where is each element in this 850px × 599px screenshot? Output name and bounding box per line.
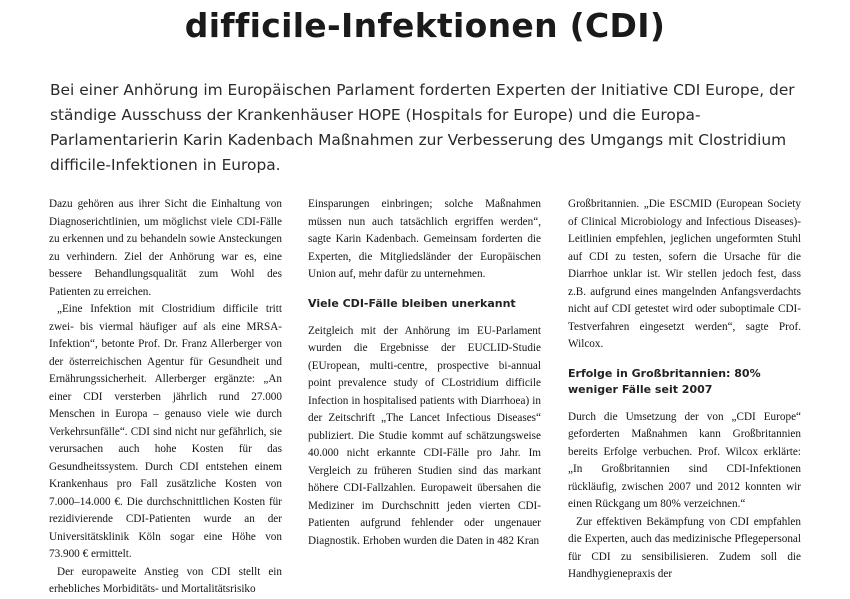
column-1: [49, 196, 282, 599]
column-3: [568, 196, 801, 584]
article-lead: Bei einer Anhörung im Europäischen Parlament forderten Experten der Initiative CDI Europe, der ständige Ausschuss der Krankenhäuser HOPE (Hospitals for Europe) und die Europa-Parlamentarierin Karin Kadenbach Maßnahmen zur Verbesserung des Umgangs mit Clostridium difficile-Infektionen in Europa.: [50, 81, 795, 174]
col1-paragraph-2: „Eine Infektion mit Clostridium difficile tritt zwei- bis viermal häufiger auf als eine MRSA-Infektion“, betonte Prof. Dr. Franz Allerberger von der österreichischen Agentur für Gesundheit und Ernährungssicherheit. Allerberger ergänzte: „An einer CDI versterben jährlich rund 27.000 Menschen in Europa – genauso viele wie durch Verkehrsunfälle“. CDI sind nicht nur gefährlich, sie verursachen auch hohe Kosten für das Gesundheitssystem. Durch CDI entstehen einem Krankenhaus pro Fall zusätzliche Kosten von 7.000–14.000 €. Die durchschnittlichen Kosten für rezidivierende CDI-Patienten wurde an der Universitätsklinik Köln sogar eine Höhe von 73.900 € ermittelt.: [49, 303, 282, 560]
col2-subheading: Viele CDI-Fälle bleiben unerkannt: [308, 296, 516, 310]
col2-paragraph-2: Zeitgleich mit der Anhörung im EU-Parlament wurden die Ergebnisse der EUCLID-Studie (EUropean, multi-centre, prospective bi-annual point prevalence study of CLostridium difficile Infection in hospitalised patients with Diarrhoea) in der Zeitschrift „The Lancet Infectious Diseases“ publiziert. Die Studie kommt auf schätzungsweise 40.000 nicht erkannte CDI-Fälle pro Jahr. Im Vergleich zu früheren Studien sind das markant höhere CDI-Fallzahlen. Europaweit übersahen die Mediziner im Durchschnitt jeden vierten CDI-Patienten aufgrund fehlender oder ungenauer Diagnostik. Erhoben wurden die Daten in 482 Kran: [308, 324, 541, 547]
article-title: difficile-Infektionen (CDI): [184, 6, 666, 45]
col2-paragraph-1: Einsparungen einbringen; solche Maßnahmen müssen nun auch tatsächlich ergriffen werden“, sagte Karin Kadenbach. Gemeinsam forderten die Experten, die Mitgliedsländer der Europäischen Union auf, mehr dafür zu unternehmen.: [308, 198, 541, 280]
col3-paragraph-2: Durch die Umsetzung der von „CDI Europe“ geforderten Maßnahmen kann Großbritannien bereits Erfolge verbuchen. Prof. Wilcox erklärte: „In Großbritannien sind CDI-Infektionen rückläufig, zwischen 2007 und 2012 konnten wir einen Rückgang um 80% verzeichnen.“: [568, 410, 801, 510]
column-2: [308, 196, 541, 550]
col3-paragraph-3: Zur effektiven Bekämpfung von CDI empfahlen die Experten, auch das medizinische Pflegepersonal für CDI zu sensibilisieren. Zudem soll die Handhygienepraxis der: [568, 515, 801, 580]
col3-paragraph-1: Großbritannien. „Die ESCMID (European Society of Clinical Microbiology and Infectious Diseases)-Leitlinien empfehlen, jeglichen ungeformten Stuhl auf CDI zu testen, sofern die Ursache für die Diarrhoe unklar ist. Wir stellen jedoch fest, dass z.B. aufgrund eines mangelnden Anfangsverdachts nicht auf CDI getestet wird oder suboptimale CDI-Testverfahren eingesetzt werden“, sagte Prof. Wilcox.: [568, 198, 801, 350]
col1-paragraph-1: Dazu gehören aus ihrer Sicht die Einhaltung von Diagnoserichtlinien, um möglichst viele CDI-Fälle zu erkennen und zu behandeln sowie Ansteckungen zu verhindern. Ziel der Anhörung war es, eine bessere Behandlungsqualität zum Wohl des Patienten zu erreichen.: [49, 198, 282, 298]
col3-subheading: Erfolge in Großbritannien: 80% weniger Fälle seit 2007: [568, 366, 761, 396]
col1-paragraph-3: Der europaweite Anstieg von CDI stellt ein erhebliches Morbiditäts- und Mortalitätsrisiko: [49, 565, 282, 595]
